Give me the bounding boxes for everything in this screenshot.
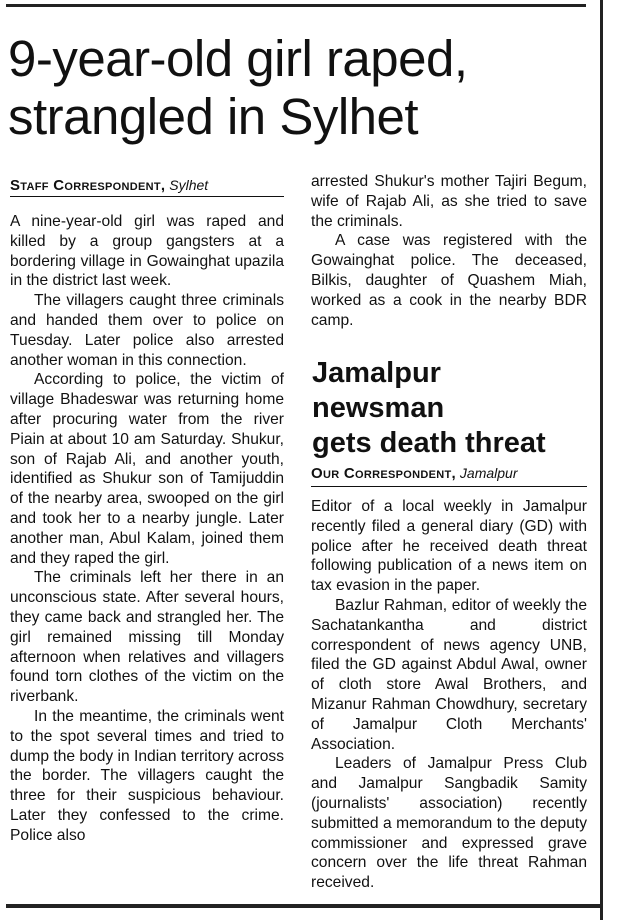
byline-place: Jamalpur <box>459 465 518 481</box>
bottom-rule <box>6 904 600 908</box>
paragraph: arrested Shukur's mother Tajiri Begum, wife of Rajab Ali, as she tried to save the criminals. <box>311 173 587 230</box>
byline-name: Our Correspondent, <box>311 465 457 482</box>
paragraph: According to police, the victim of village Bhadeswar was returning home after procuring water from the river Piain at about 10 am Saturday. Shukur, son of Rajab Ali, and another youth, identified as Shukur son of Tamijuddin of the nearby area, swooped on the girl and took her to a nearby jungle. Later another man, Abul Kalam, joined them and they raped the girl. <box>10 371 284 567</box>
article2-byline <box>311 464 518 483</box>
article2-column <box>311 497 587 893</box>
paragraph: In the meantime, the criminals went to the spot several times and tried to dump the body in Indian territory across the border. The villagers caught the three for their suspicious behaviour. Later they confessed to the crime. Police also <box>10 707 284 844</box>
article1-headline <box>8 30 598 146</box>
headline-line: gets death threat <box>312 427 546 459</box>
headline-line: strangled in Sylhet <box>8 88 419 145</box>
paragraph: A nine-year-old girl was raped and killed by a group gangsters at a bordering village in Gowainghat upazila in the district last week. <box>10 213 284 290</box>
article1-byline <box>10 176 208 195</box>
paragraph: The criminals left her there in an unconscious state. After several hours, they came back and strangled her. The girl remained missing till Monday afternoon when relatives and villagers found torn clothes of the victim on the riverbank. <box>10 569 284 706</box>
byline-name: Staff Correspondent, <box>10 177 166 194</box>
paragraph: The villagers caught three criminals and handed them over to police on Tuesday. Later police also arrested another woman in this connection. <box>10 292 284 369</box>
column-divider-rule <box>600 0 603 920</box>
paragraph: A case was registered with the Gowainghat police. The deceased, Bilkis, daughter of Quashem Miah, worked as a cook in the nearby BDR camp. <box>311 232 587 329</box>
headline-line: Jamalpur <box>312 357 441 389</box>
byline-rule <box>311 486 587 487</box>
byline-place: Sylhet <box>169 177 209 193</box>
top-rule <box>6 4 586 7</box>
paragraph: Bazlur Rahman, editor of weekly the Sachatankantha and district correspondent of news agency UNB, filed the GD against Abdul Awal, owner of cloth store Awal Brothers, and Mizanur Rahman Chowdhury, secretary of Jamalpur Cloth Merchants' Association. <box>311 596 587 753</box>
byline-rule <box>10 196 284 197</box>
article2-headline <box>312 356 592 461</box>
article1-column1 <box>10 212 284 846</box>
headline-line: newsman <box>312 392 445 424</box>
article1-column2 <box>311 172 587 330</box>
headline-line: 9-year-old girl raped, <box>8 30 468 87</box>
paragraph: Leaders of Jamalpur Press Club and Jamalpur Sangbadik Samity (journalists' association) recently submitted a memorandum to the deputy commissioner and expressed grave concern over the life threat Rahman received. <box>311 755 587 892</box>
paragraph: Editor of a local weekly in Jamalpur recently filed a general diary (GD) with police after he received death threat following publication of a news item on tax evasion in the paper. <box>311 498 587 595</box>
